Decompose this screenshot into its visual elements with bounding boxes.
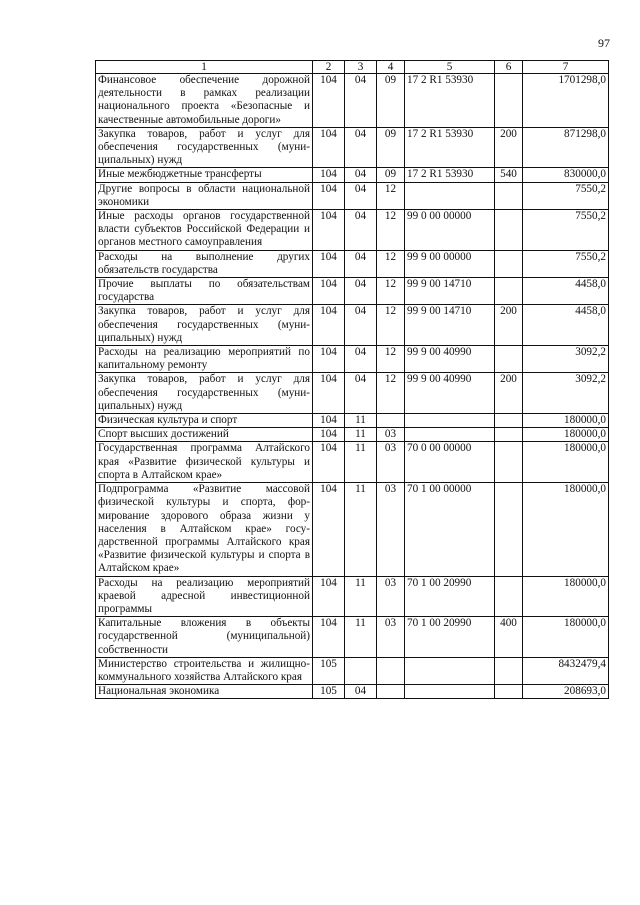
item-code-cell: 09 — [377, 74, 405, 128]
amount-cell: 4458,0 — [523, 278, 609, 305]
section-code-cell: 104 — [313, 576, 345, 617]
table-row — [96, 278, 609, 305]
item-code-cell: 03 — [377, 483, 405, 576]
table-row — [96, 168, 609, 182]
expense-type-cell — [495, 210, 523, 251]
subsection-code-cell: 04 — [345, 278, 377, 305]
expense-type-cell — [495, 250, 523, 277]
row-name-cell: Финансовое обеспечение дорожной деятельности в рамках реализации национального проекта «Безопасные и качественные автомобильные дороги» — [96, 74, 313, 128]
target-item-code-cell: 70 1 00 20990 — [405, 576, 495, 617]
target-item-code-cell — [405, 182, 495, 209]
item-code-cell: 12 — [377, 250, 405, 277]
target-item-code-cell: 99 0 00 00000 — [405, 210, 495, 251]
item-code-cell: 03 — [377, 576, 405, 617]
subsection-code-cell: 04 — [345, 305, 377, 346]
amount-cell: 830000,0 — [523, 168, 609, 182]
expense-type-cell — [495, 346, 523, 373]
section-code-cell: 104 — [313, 428, 345, 442]
table-row — [96, 210, 609, 251]
row-name-cell: Расходы на выполнение других обязательств государства — [96, 250, 313, 277]
section-code-cell: 104 — [313, 617, 345, 658]
row-name-cell: Спорт высших достижений — [96, 428, 313, 442]
item-code-cell: 03 — [377, 442, 405, 483]
amount-cell: 7550,2 — [523, 182, 609, 209]
expense-type-cell: 200 — [495, 305, 523, 346]
table-row — [96, 617, 609, 658]
target-item-code-cell — [405, 414, 495, 428]
subsection-code-cell: 11 — [345, 617, 377, 658]
subsection-code-cell: 04 — [345, 210, 377, 251]
subsection-code-cell: 04 — [345, 373, 377, 414]
row-name-cell: Иные расходы органов государственной власти субъектов Российской Федерации и органов местного самоуправления — [96, 210, 313, 251]
item-code-cell: 12 — [377, 278, 405, 305]
header-cell: 7 — [523, 61, 609, 74]
expense-type-cell: 200 — [495, 127, 523, 168]
header-cell: 6 — [495, 61, 523, 74]
section-code-cell: 104 — [313, 278, 345, 305]
section-code-cell: 104 — [313, 373, 345, 414]
expense-type-cell: 400 — [495, 617, 523, 658]
item-code-cell: 12 — [377, 346, 405, 373]
amount-cell: 7550,2 — [523, 210, 609, 251]
row-name-cell: Подпрограмма «Развитие массовой физической культуры и спорта, формирование здорового образа жизни у населения в Алтайском крае» государственной программы Алтайского края «Развитие физической культуры и спорта в Алтайском крае» — [96, 483, 313, 576]
row-name-cell: Капитальные вложения в объекты государственной (муниципальной) собственности — [96, 617, 313, 658]
table-row — [96, 685, 609, 699]
header-cell: 4 — [377, 61, 405, 74]
target-item-code-cell: 99 9 00 14710 — [405, 278, 495, 305]
table-row — [96, 428, 609, 442]
row-name-cell: Физическая культура и спорт — [96, 414, 313, 428]
subsection-code-cell: 04 — [345, 74, 377, 128]
item-code-cell: 09 — [377, 168, 405, 182]
target-item-code-cell — [405, 657, 495, 684]
row-name-cell: Иные межбюджетные трансферты — [96, 168, 313, 182]
section-code-cell: 105 — [313, 685, 345, 699]
subsection-code-cell: 04 — [345, 685, 377, 699]
header-cell: 5 — [405, 61, 495, 74]
section-code-cell: 104 — [313, 168, 345, 182]
section-code-cell: 104 — [313, 346, 345, 373]
table-row — [96, 250, 609, 277]
table-row — [96, 576, 609, 617]
table-row — [96, 346, 609, 373]
target-item-code-cell: 99 9 00 40990 — [405, 373, 495, 414]
header-row — [96, 61, 609, 74]
table-row — [96, 373, 609, 414]
amount-cell: 180000,0 — [523, 428, 609, 442]
subsection-code-cell: 04 — [345, 168, 377, 182]
item-code-cell — [377, 685, 405, 699]
expense-type-cell — [495, 74, 523, 128]
item-code-cell: 09 — [377, 127, 405, 168]
section-code-cell: 104 — [313, 442, 345, 483]
subsection-code-cell: 11 — [345, 483, 377, 576]
target-item-code-cell: 17 2 R1 53930 — [405, 168, 495, 182]
header-cell: 3 — [345, 61, 377, 74]
amount-cell: 180000,0 — [523, 442, 609, 483]
amount-cell: 208693,0 — [523, 685, 609, 699]
target-item-code-cell — [405, 685, 495, 699]
expense-type-cell — [495, 414, 523, 428]
subsection-code-cell: 04 — [345, 182, 377, 209]
page-number: 97 — [598, 36, 610, 50]
section-code-cell: 104 — [313, 182, 345, 209]
section-code-cell: 104 — [313, 74, 345, 128]
expense-type-cell — [495, 428, 523, 442]
amount-cell: 3092,2 — [523, 346, 609, 373]
amount-cell: 180000,0 — [523, 576, 609, 617]
target-item-code-cell: 17 2 R1 53930 — [405, 127, 495, 168]
section-code-cell: 104 — [313, 305, 345, 346]
item-code-cell — [377, 414, 405, 428]
row-name-cell: Расходы на реализацию мероприятий краевой адресной инвестиционной программы — [96, 576, 313, 617]
table-row — [96, 657, 609, 684]
item-code-cell: 03 — [377, 617, 405, 658]
row-name-cell: Прочие выплаты по обязательствам государства — [96, 278, 313, 305]
target-item-code-cell: 99 9 00 00000 — [405, 250, 495, 277]
row-name-cell: Национальная экономика — [96, 685, 313, 699]
expense-type-cell: 200 — [495, 373, 523, 414]
expense-type-cell — [495, 657, 523, 684]
table-row — [96, 414, 609, 428]
item-code-cell: 12 — [377, 373, 405, 414]
row-name-cell: Закупка товаров, работ и услуг для обеспечения государственных (муниципальных) нужд — [96, 127, 313, 168]
item-code-cell — [377, 657, 405, 684]
subsection-code-cell: 11 — [345, 428, 377, 442]
subsection-code-cell: 04 — [345, 346, 377, 373]
item-code-cell: 12 — [377, 182, 405, 209]
amount-cell: 3092,2 — [523, 373, 609, 414]
item-code-cell: 12 — [377, 305, 405, 346]
section-code-cell: 104 — [313, 210, 345, 251]
target-item-code-cell: 99 9 00 40990 — [405, 346, 495, 373]
table-row — [96, 74, 609, 128]
row-name-cell: Министерство строительства и жилищно-коммунального хозяйства Алтайского края — [96, 657, 313, 684]
expense-type-cell — [495, 278, 523, 305]
table-body — [96, 61, 609, 699]
expense-type-cell — [495, 576, 523, 617]
amount-cell: 1701298,0 — [523, 74, 609, 128]
header-cell: 1 — [96, 61, 313, 74]
target-item-code-cell: 70 1 00 20990 — [405, 617, 495, 658]
amount-cell: 180000,0 — [523, 414, 609, 428]
row-name-cell: Закупка товаров, работ и услуг для обеспечения государственных (муниципальных) нужд — [96, 305, 313, 346]
subsection-code-cell: 04 — [345, 127, 377, 168]
section-code-cell: 104 — [313, 483, 345, 576]
expense-type-cell — [495, 483, 523, 576]
expense-type-cell: 540 — [495, 168, 523, 182]
amount-cell: 871298,0 — [523, 127, 609, 168]
subsection-code-cell: 11 — [345, 576, 377, 617]
amount-cell: 180000,0 — [523, 617, 609, 658]
expense-type-cell — [495, 685, 523, 699]
expense-type-cell — [495, 182, 523, 209]
row-name-cell: Другие вопросы в области национальной экономики — [96, 182, 313, 209]
section-code-cell: 104 — [313, 127, 345, 168]
amount-cell: 180000,0 — [523, 483, 609, 576]
section-code-cell: 105 — [313, 657, 345, 684]
row-name-cell: Расходы на реализацию мероприятий по капитальному ремонту — [96, 346, 313, 373]
subsection-code-cell: 11 — [345, 442, 377, 483]
table-row — [96, 442, 609, 483]
target-item-code-cell: 70 1 00 00000 — [405, 483, 495, 576]
table-row — [96, 305, 609, 346]
section-code-cell: 104 — [313, 250, 345, 277]
item-code-cell: 12 — [377, 210, 405, 251]
row-name-cell: Закупка товаров, работ и услуг для обеспечения государственных (муниципальных) нужд — [96, 373, 313, 414]
amount-cell: 8432479,4 — [523, 657, 609, 684]
header-cell: 2 — [313, 61, 345, 74]
expense-type-cell — [495, 442, 523, 483]
target-item-code-cell: 99 9 00 14710 — [405, 305, 495, 346]
subsection-code-cell: 11 — [345, 414, 377, 428]
section-code-cell: 104 — [313, 414, 345, 428]
row-name-cell: Государственная программа Алтайского края «Развитие физической культуры и спорта в Алтайском крае» — [96, 442, 313, 483]
subsection-code-cell — [345, 657, 377, 684]
table-row — [96, 182, 609, 209]
item-code-cell: 03 — [377, 428, 405, 442]
table-row — [96, 483, 609, 576]
target-item-code-cell — [405, 428, 495, 442]
subsection-code-cell: 04 — [345, 250, 377, 277]
table-row — [96, 127, 609, 168]
target-item-code-cell: 17 2 R1 53930 — [405, 74, 495, 128]
amount-cell: 7550,2 — [523, 250, 609, 277]
budget-table — [95, 60, 609, 699]
target-item-code-cell: 70 0 00 00000 — [405, 442, 495, 483]
amount-cell: 4458,0 — [523, 305, 609, 346]
